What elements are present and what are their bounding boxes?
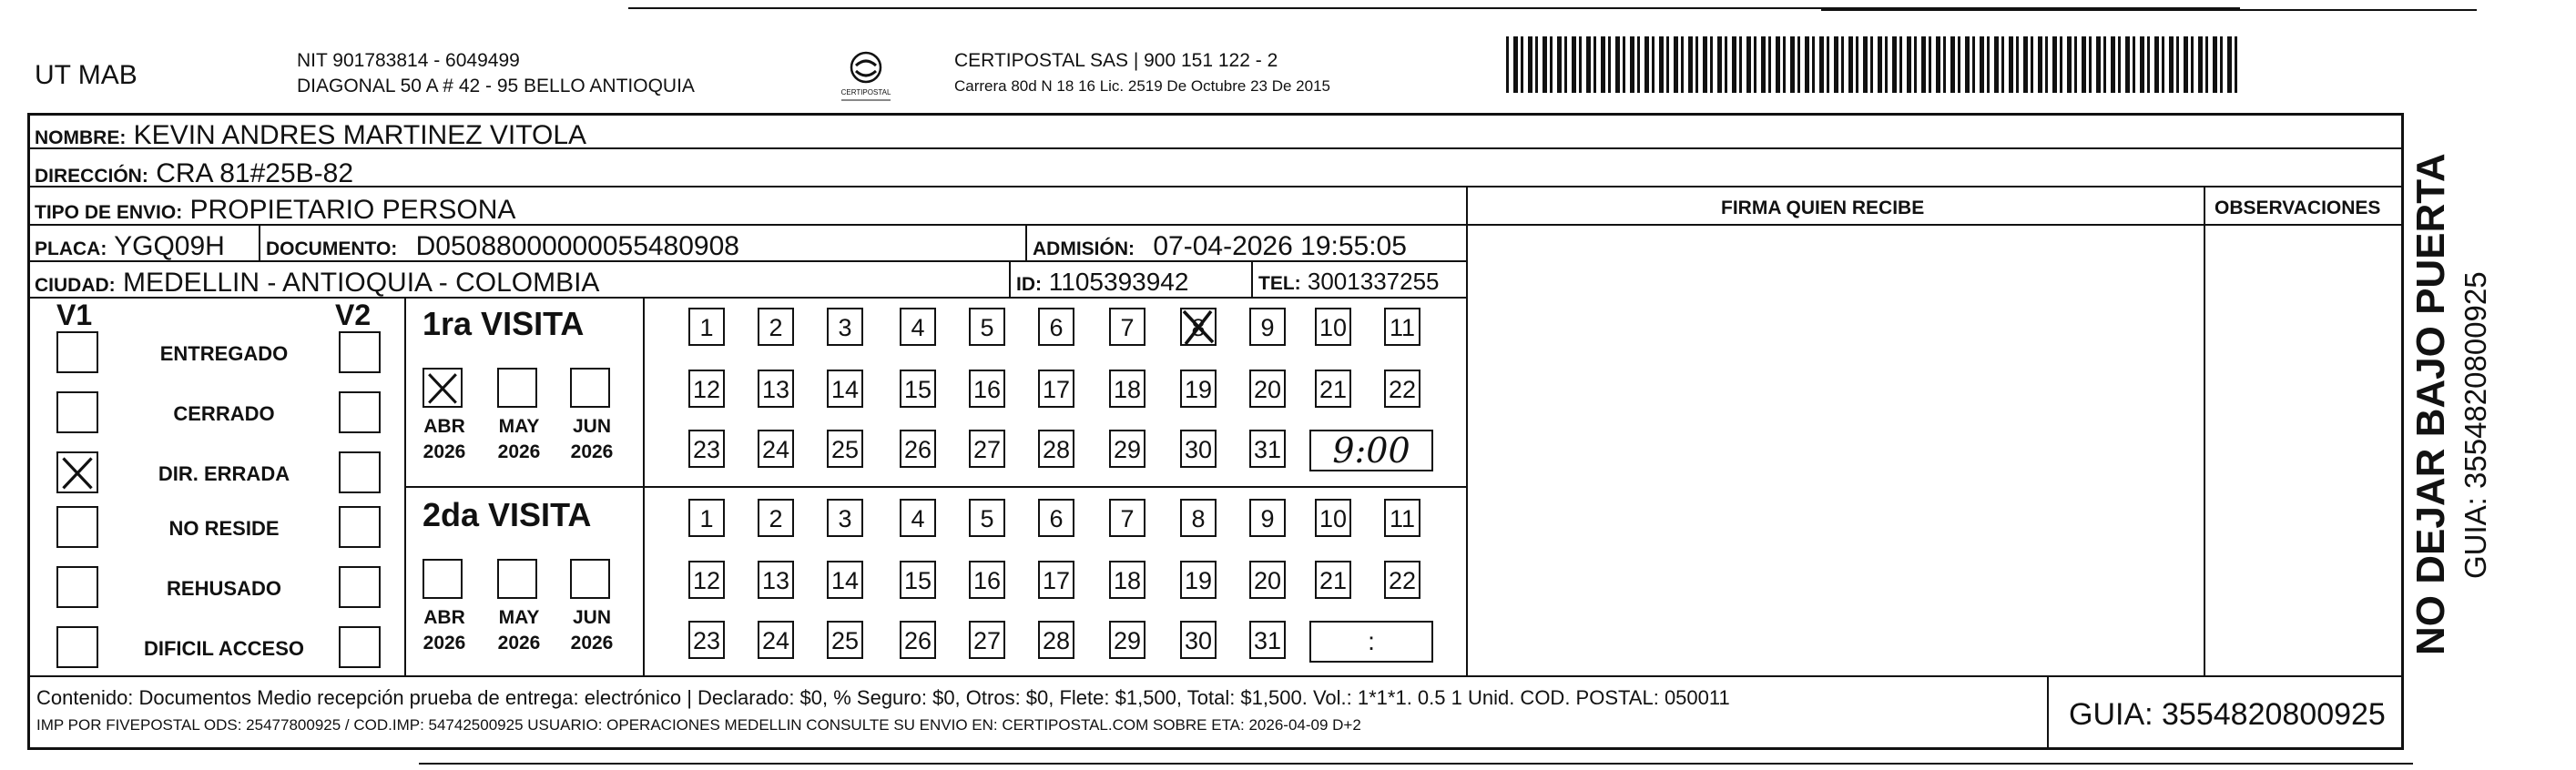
- impresion-text: IMP POR FIVEPOSTAL ODS: 25477800925 / COD.IMP: 54742500925 USUARIO: OPERACIONES MEDELLIN CONSULTE SU ENVIO EN: CERTIPOSTAL.COM SOBRE ETA: 2026-04-09 D+2: [36, 716, 1361, 734]
- visit-divider: [404, 486, 1466, 488]
- col-divider: [2047, 675, 2049, 750]
- visit-day-box[interactable]: 12: [688, 561, 725, 599]
- visit-year-label: 2026: [423, 441, 466, 462]
- visit-day-box[interactable]: 28: [1038, 430, 1074, 468]
- visit-month-checkbox[interactable]: [570, 368, 610, 408]
- placa-row: [35, 233, 225, 260]
- documento-label: DOCUMENTO:: [266, 238, 398, 259]
- visit-day-box[interactable]: 1: [688, 499, 725, 537]
- visit-day-box[interactable]: 26: [900, 621, 936, 659]
- visit-day-box[interactable]: 7: [1109, 308, 1145, 346]
- visit-day-box[interactable]: 11: [1384, 499, 1420, 537]
- visit-day-box[interactable]: 10: [1315, 499, 1351, 537]
- visit-day-box[interactable]: 3: [827, 308, 863, 346]
- visit-month-checkbox[interactable]: [423, 368, 463, 408]
- nombre-label: NOMBRE:: [35, 127, 127, 148]
- visit-day-box[interactable]: 2: [758, 308, 794, 346]
- visit-day-box[interactable]: 30: [1180, 621, 1217, 659]
- status-v2-checkbox[interactable]: [339, 566, 381, 608]
- visit-day-box[interactable]: 25: [827, 621, 863, 659]
- contenido-text: Contenido: Documentos Medio recepción prueba de entrega: electrónico | Declarado: $0, % Seguro: $0, Otros: $0, Flete: $1,500, Total: $1,500. Vol.: 1*1*1. 0.5 1 Unid. COD. POSTAL: 050011: [36, 686, 1730, 709]
- documento-value: D05088000000055480908: [415, 231, 739, 261]
- visit-month-label: JUN: [572, 416, 611, 437]
- visit-month-label: MAY: [498, 607, 540, 628]
- observaciones-label: OBSERVACIONES: [2215, 198, 2381, 218]
- row-divider: [27, 186, 2404, 187]
- id-row: [1016, 269, 1188, 295]
- tel-label: TEL:: [1258, 273, 1301, 294]
- visit-year-label: 2026: [570, 633, 614, 653]
- status-option-label: DIR. ERRADA: [158, 462, 290, 485]
- firma-label: FIRMA QUIEN RECIBE: [1721, 198, 1925, 218]
- visit-month-label: ABR: [423, 416, 465, 437]
- visit-day-box[interactable]: 20: [1249, 561, 1286, 599]
- visit-day-box[interactable]: 13: [758, 370, 794, 408]
- visit-day-check: [1180, 308, 1217, 346]
- visit-day-box[interactable]: 15: [900, 370, 936, 408]
- visit-day-box[interactable]: 7: [1109, 499, 1145, 537]
- visit-month-label: ABR: [423, 607, 465, 628]
- visit-day-box[interactable]: 6: [1038, 308, 1074, 346]
- id-value: 1105393942: [1048, 268, 1189, 296]
- visit-month-checkbox[interactable]: [570, 559, 610, 599]
- tracking-barcode: [1506, 36, 2242, 100]
- visit-day-box[interactable]: 10: [1315, 308, 1351, 346]
- sender-nit: NIT 901783814 - 6049499: [297, 50, 520, 71]
- sender-address: DIAGONAL 50 A # 42 - 95 BELLO ANTIOQUIA: [297, 76, 695, 96]
- status-option-label: REHUSADO: [167, 577, 281, 600]
- visit-day-box[interactable]: 14: [827, 561, 863, 599]
- visit-day-box[interactable]: 23: [688, 430, 725, 468]
- tipo-row: [35, 197, 515, 224]
- v1-label: V1: [56, 299, 93, 331]
- visit-day-box[interactable]: 6: [1038, 499, 1074, 537]
- ciudad-label: CIUDAD:: [35, 275, 116, 296]
- col-divider: [1251, 260, 1253, 297]
- placa-label: PLACA:: [35, 238, 107, 259]
- nombre-row: [35, 122, 586, 149]
- visit-year-label: 2026: [423, 633, 466, 653]
- visit-day-box[interactable]: 22: [1384, 370, 1420, 408]
- visit-day-box[interactable]: 18: [1109, 370, 1145, 408]
- tipo-value: PROPIETARIO PERSONA: [189, 195, 516, 225]
- visit-day-box[interactable]: 27: [969, 621, 1005, 659]
- visit-month-label: MAY: [498, 416, 540, 437]
- visit-day-box[interactable]: 9: [1249, 499, 1286, 537]
- col-divider: [1009, 260, 1011, 297]
- status-option-label: NO RESIDE: [168, 517, 280, 540]
- visit-day-box[interactable]: 9: [1249, 308, 1286, 346]
- col-divider: [2204, 186, 2205, 675]
- visit-day-box[interactable]: 17: [1038, 370, 1074, 408]
- visit-day-box[interactable]: 14: [827, 370, 863, 408]
- status-v2-checkbox[interactable]: [339, 391, 381, 433]
- visit-title: 2da VISITA: [423, 496, 592, 533]
- status-v2-checkbox[interactable]: [339, 626, 381, 668]
- visit-day-box[interactable]: 27: [969, 430, 1005, 468]
- bottom-rule: [419, 763, 2413, 765]
- nombre-value: KEVIN ANDRES MARTINEZ VITOLA: [133, 120, 587, 150]
- visit-day-box[interactable]: 29: [1109, 621, 1145, 659]
- status-v1-checkbox[interactable]: [56, 331, 98, 373]
- v2-label: V2: [335, 299, 372, 331]
- visit-month-checkbox[interactable]: [497, 559, 537, 599]
- tel-row: [1258, 269, 1440, 293]
- visit-day-box[interactable]: 4: [900, 499, 936, 537]
- visit-day-box[interactable]: 17: [1038, 561, 1074, 599]
- visit-day-box[interactable]: 4: [900, 308, 936, 346]
- visit-year-label: 2026: [497, 633, 541, 653]
- visit-day-box[interactable]: 22: [1384, 561, 1420, 599]
- visit-day-box[interactable]: 23: [688, 621, 725, 659]
- visit-day-box[interactable]: 24: [758, 621, 794, 659]
- status-option-label: DIFICIL ACCESO: [143, 637, 304, 660]
- visit-day-box[interactable]: 19: [1180, 561, 1217, 599]
- sender-name: UT MAB: [35, 60, 137, 90]
- status-option-label: CERRADO: [173, 402, 275, 425]
- status-option-label: ENTREGADO: [159, 342, 289, 365]
- visit-title: 1ra VISITA: [423, 305, 585, 342]
- placa-value: YGQ09H: [114, 231, 225, 261]
- visit-day-box[interactable]: 21: [1315, 370, 1351, 408]
- visit-year-label: 2026: [497, 441, 541, 462]
- visit-day-box[interactable]: 26: [900, 430, 936, 468]
- tipo-label: TIPO DE ENVIO:: [35, 202, 183, 223]
- visit-day-box[interactable]: 31: [1249, 430, 1286, 468]
- visit-day-box[interactable]: 31: [1249, 621, 1286, 659]
- side-notice: NO DEJAR BAJO PUERTA: [2408, 153, 2453, 655]
- visit-day-box[interactable]: 15: [900, 561, 936, 599]
- ciudad-row: [35, 269, 599, 297]
- visit-day-box[interactable]: 16: [969, 561, 1005, 599]
- svg-text:CERTIPOSTAL: CERTIPOSTAL: [840, 88, 891, 96]
- visit-day-box[interactable]: 21: [1315, 561, 1351, 599]
- visit-day-box[interactable]: 3: [827, 499, 863, 537]
- visit-day-box[interactable]: 20: [1249, 370, 1286, 408]
- visit-month-label: JUN: [572, 607, 611, 628]
- visit-day-box[interactable]: 8: [1180, 499, 1217, 537]
- admision-value: 07-04-2026 19:55:05: [1153, 231, 1407, 261]
- visit-day-box[interactable]: 12: [688, 370, 725, 408]
- status-v2-checkbox[interactable]: [339, 331, 381, 373]
- status-v1-checkbox[interactable]: [56, 566, 98, 608]
- company-name: CERTIPOSTAL SAS | 900 151 122 - 2: [954, 50, 1278, 71]
- visit-day-box[interactable]: 5: [969, 499, 1005, 537]
- direccion-value: CRA 81#25B-82: [156, 158, 353, 188]
- col-divider: [1466, 186, 1468, 675]
- visit-day-box[interactable]: 16: [969, 370, 1005, 408]
- certipostal-logo: [834, 46, 898, 109]
- visit-year-label: 2026: [570, 441, 614, 462]
- direccion-label: DIRECCIÓN:: [35, 166, 148, 187]
- visit-day-box[interactable]: 5: [969, 308, 1005, 346]
- status-v1-checkbox[interactable]: [56, 626, 98, 668]
- visit-day-box[interactable]: 30: [1180, 430, 1217, 468]
- col-divider: [1025, 224, 1027, 260]
- direccion-row: [35, 160, 353, 187]
- visit-day-box[interactable]: 1: [688, 308, 725, 346]
- status-v2-checkbox[interactable]: [339, 506, 381, 548]
- status-v1-checkbox[interactable]: [56, 506, 98, 548]
- visit-time-box[interactable]: 9:00: [1309, 430, 1433, 471]
- documento-row: [266, 233, 739, 260]
- visit-day-box[interactable]: 11: [1384, 308, 1420, 346]
- visit-day-box[interactable]: 24: [758, 430, 794, 468]
- footer-guia: GUIA: 3554820800925: [2069, 697, 2386, 732]
- visit-day-box[interactable]: 25: [827, 430, 863, 468]
- visit-day-box[interactable]: 8: [1180, 308, 1217, 346]
- col-divider: [404, 297, 406, 675]
- admision-row: [1033, 233, 1407, 260]
- status-v1-checkbox[interactable]: [56, 451, 98, 493]
- visit-day-box[interactable]: 29: [1109, 430, 1145, 468]
- visit-month-checkbox[interactable]: [497, 368, 537, 408]
- visit-day-box[interactable]: 18: [1109, 561, 1145, 599]
- col-divider: [259, 224, 260, 260]
- visit-day-box[interactable]: 28: [1038, 621, 1074, 659]
- visit-day-box[interactable]: 19: [1180, 370, 1217, 408]
- visit-time-box[interactable]: :: [1309, 621, 1433, 663]
- side-notice-block: [2408, 146, 2492, 655]
- top-rule-2: [1821, 9, 2477, 11]
- status-v2-checkbox[interactable]: [339, 451, 381, 493]
- id-label: ID:: [1016, 274, 1042, 295]
- visit-day-box[interactable]: 13: [758, 561, 794, 599]
- tel-value: 3001337255: [1307, 268, 1440, 295]
- company-license: Carrera 80d N 18 16 Lic. 2519 De Octubre 23 De 2015: [954, 77, 1330, 95]
- visit-month-checkbox[interactable]: [423, 559, 463, 599]
- admision-label: ADMISIÓN:: [1033, 238, 1135, 259]
- ciudad-value: MEDELLIN - ANTIOQUIA - COLOMBIA: [123, 268, 600, 298]
- side-guia: GUIA: 3554820800925: [2459, 271, 2492, 579]
- col-divider: [643, 297, 645, 675]
- visit-day-box[interactable]: 2: [758, 499, 794, 537]
- status-v1-checkbox[interactable]: [56, 391, 98, 433]
